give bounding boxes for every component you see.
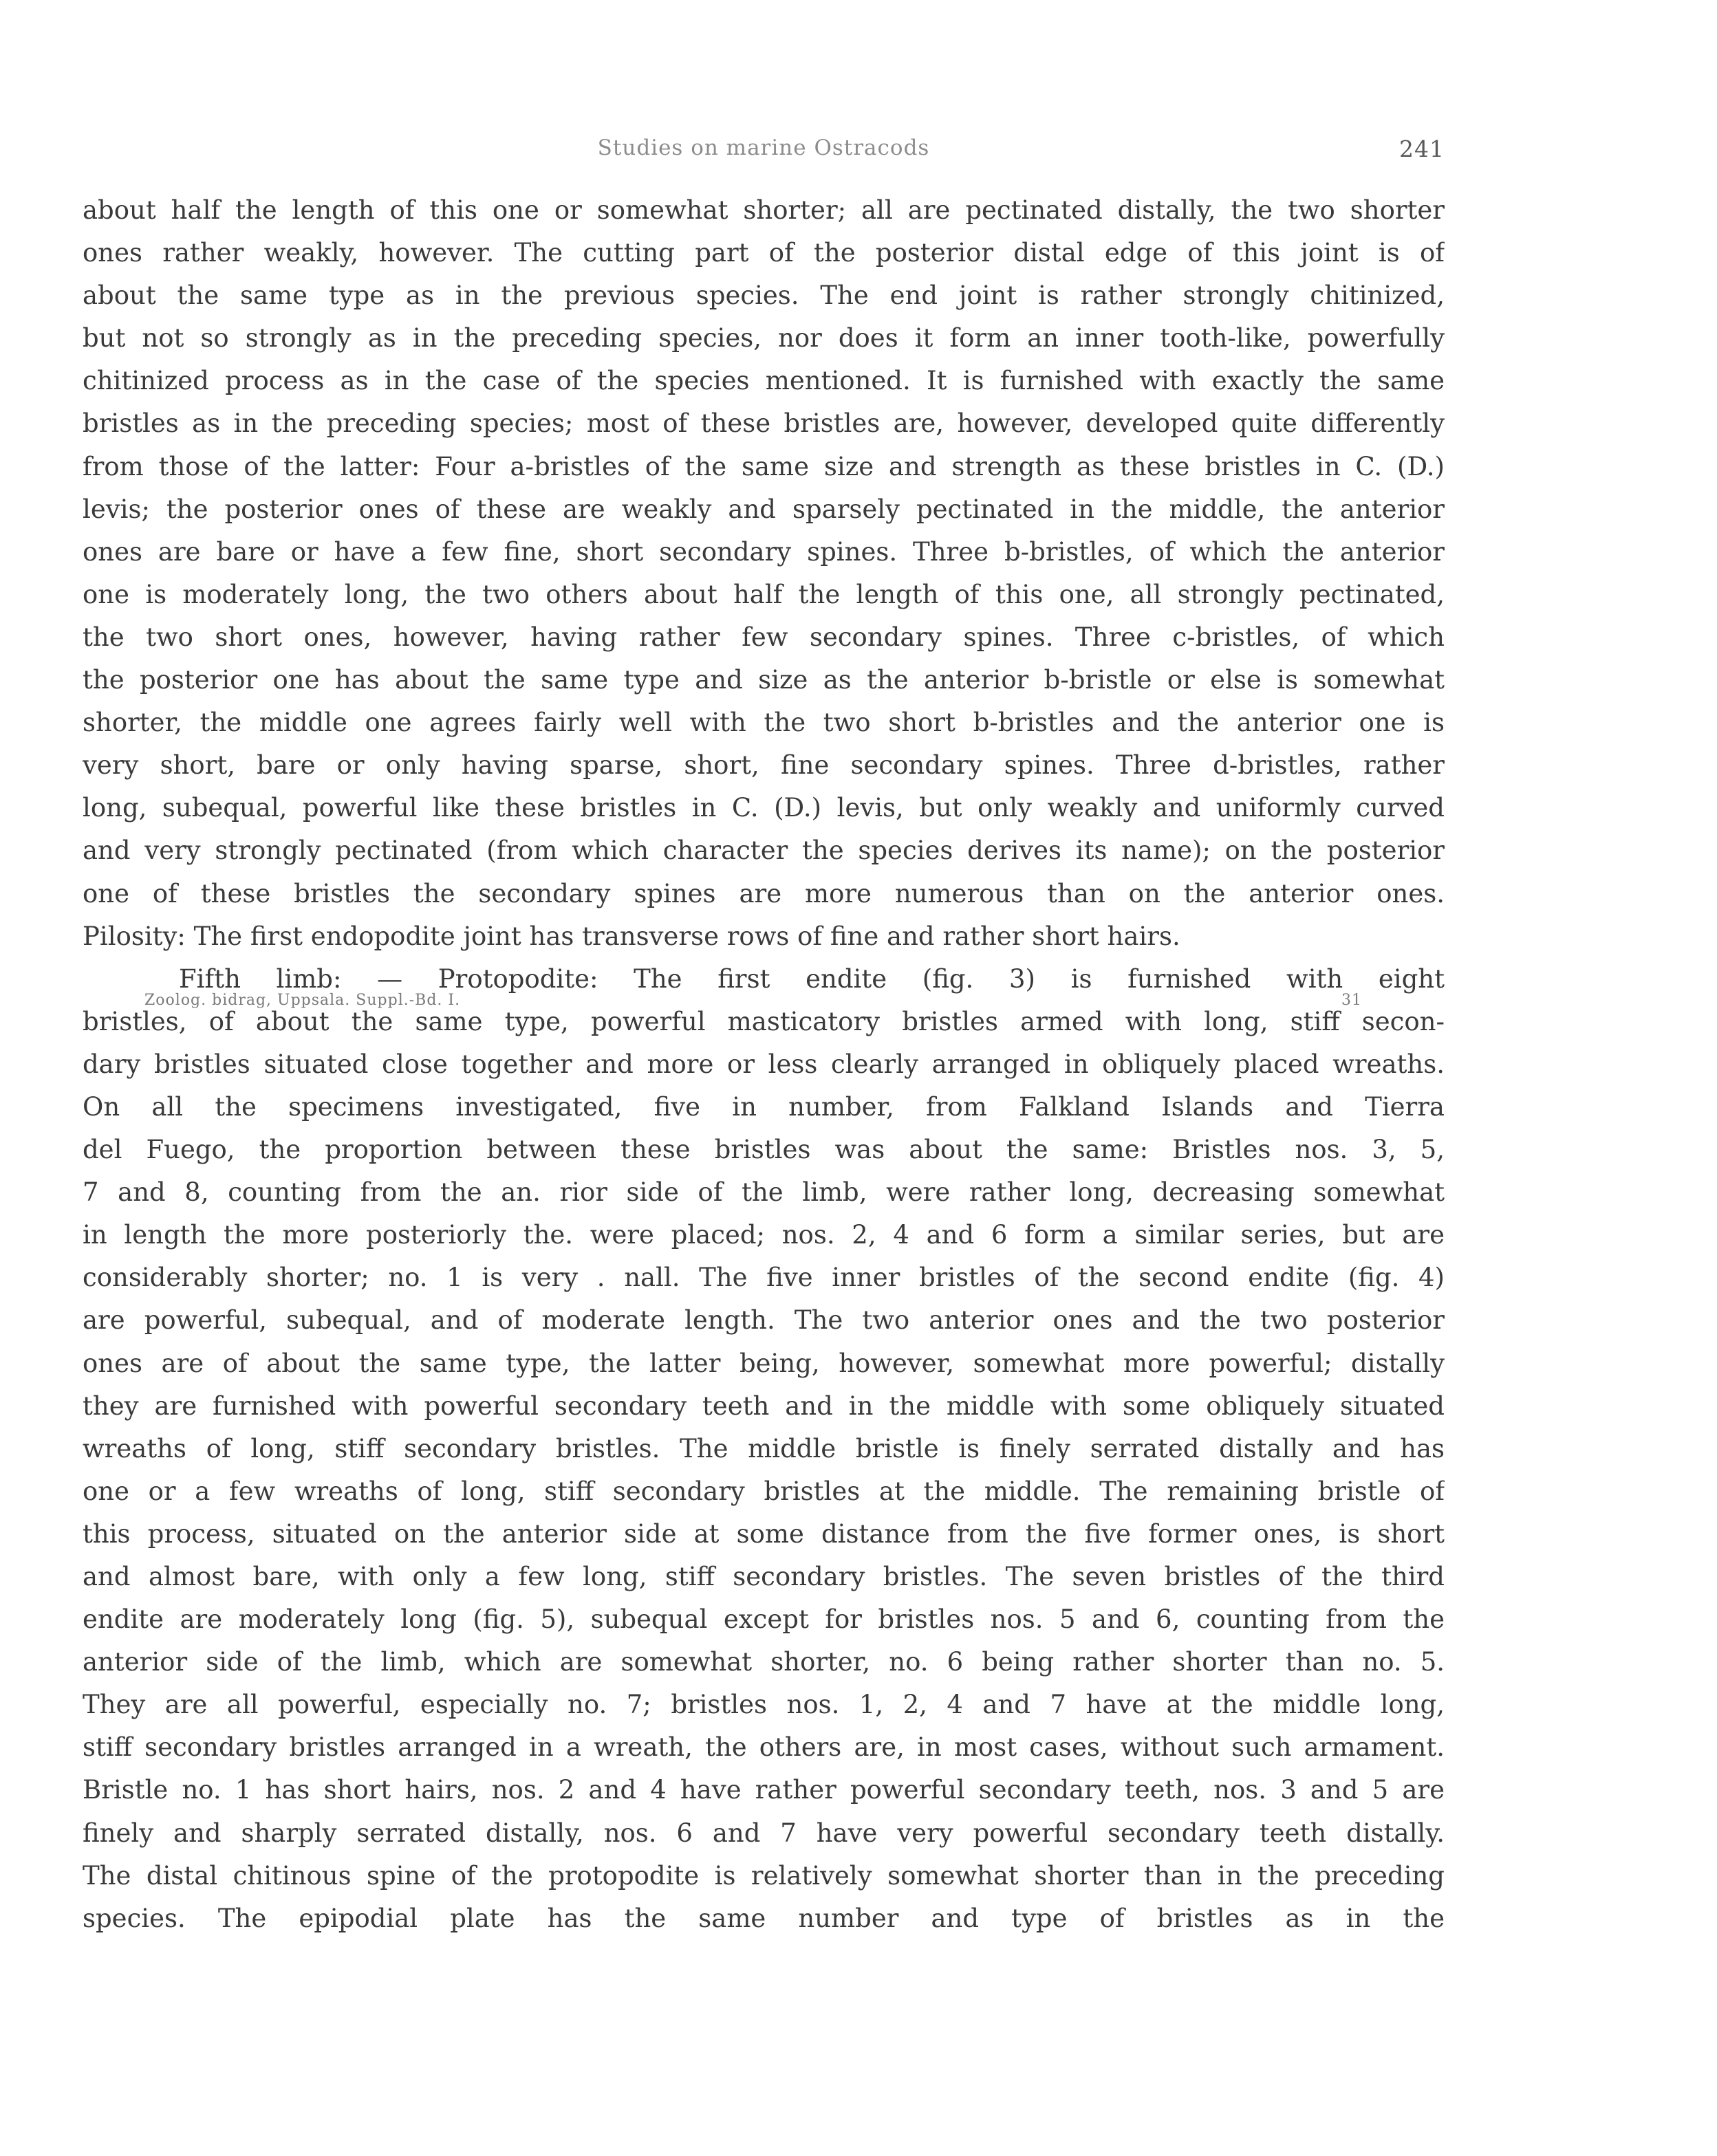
- text-line: The distal chitinous spine of the protopodite is relatively somewhat shorter than in the preceding: [83, 1860, 1445, 1891]
- text-line: very short, bare or only having sparse, short, fine secondary spines. Three d-bristles, rather: [83, 750, 1445, 781]
- text-line: dary bristles situated close together and more or less clearly arranged in obliquely placed wreaths.: [83, 1049, 1445, 1079]
- text-line: and very strongly pectinated (from which character the species derives its name); on the posterior: [83, 836, 1445, 866]
- text-line: levis; the posterior ones of these are weakly and sparsely pectinated in the middle, the anterior: [83, 494, 1445, 524]
- text-line: about half the length of this one or somewhat shorter; all are pectinated distally, the two shorter: [83, 195, 1445, 225]
- text-line: On all the specimens investigated, five in number, from Falkland Islands and Tierra: [83, 1091, 1445, 1122]
- text-line: but not so strongly as in the preceding species, nor does it form an inner tooth-like, powerfully: [83, 323, 1445, 353]
- footer-publication: Zoolog. bidrag, Uppsala. Suppl.-Bd. I.: [144, 992, 461, 1009]
- text-line: finely and sharply serrated distally, nos. 6 and 7 have very powerful secondary teeth distally.: [83, 1818, 1445, 1848]
- text-line: chitinized process as in the case of the species mentioned. It is furnished with exactly the same: [83, 366, 1445, 396]
- text-line: shorter, the middle one agrees fairly well with the two short b-bristles and the anterior one is: [83, 708, 1445, 738]
- text-line: endite are moderately long (fig. 5), subequal except for bristles nos. 5 and 6, counting from the: [83, 1604, 1445, 1635]
- text-line: in length the more posteriorly the. were placed; nos. 2, 4 and 6 form a similar series, but are: [83, 1220, 1445, 1250]
- running-title: Studies on marine Ostracods: [597, 135, 930, 160]
- text-line: bristles as in the preceding species; most of these bristles are, however, developed quite differently: [83, 409, 1445, 439]
- text-line: considerably shorter; no. 1 is very . nall. The five inner bristles of the second endite (fig. 4): [83, 1263, 1445, 1293]
- running-head: [83, 135, 1445, 170]
- text-line: del Fuego, the proportion between these bristles was about the same: Bristles nos. 3, 5,: [83, 1135, 1445, 1165]
- text-line: one or a few wreaths of long, stiff secondary bristles at the middle. The remaining bristle of: [83, 1476, 1445, 1506]
- text-line: are powerful, subequal, and of moderate length. The two anterior ones and the two posterior: [83, 1305, 1445, 1336]
- text-line: and almost bare, with only a few long, stiff secondary bristles. The seven bristles of the third: [83, 1562, 1445, 1591]
- text-line: about the same type as in the previous species. The end joint is rather strongly chitinized,: [83, 281, 1445, 311]
- text-line: Fifth limb: — Protopodite: The first endite (fig. 3) is furnished with eight: [179, 963, 1445, 994]
- footer-signature-mark: 31: [1341, 992, 1362, 1009]
- text-line: ones are of about the same type, the latter being, however, somewhat more powerful; distally: [83, 1348, 1445, 1378]
- text-line: from those of the latter: Four a-bristles of the same size and strength as these bristles in C. (D.): [83, 451, 1445, 481]
- text-line: Pilosity: The first endopodite joint has transverse rows of fine and rather short hairs.: [83, 921, 1180, 951]
- text-line: Bristle no. 1 has short hairs, nos. 2 and 4 have rather powerful secondary teeth, nos. 3 and 5 are: [83, 1775, 1445, 1805]
- text-line: They are all powerful, especially no. 7; bristles nos. 1, 2, 4 and 7 have at the middle long,: [83, 1690, 1445, 1720]
- text-line: the two short ones, however, having rather few secondary spines. Three c-bristles, of which: [83, 622, 1445, 652]
- text-line: the posterior one has about the same type and size as the anterior b-bristle or else is somewhat: [83, 665, 1445, 695]
- text-line: anterior side of the limb, which are somewhat shorter, no. 6 being rather shorter than no. 5.: [83, 1647, 1445, 1677]
- text-line: long, subequal, powerful like these bristles in C. (D.) levis, but only weakly and uniformly curved: [83, 793, 1445, 823]
- text-line: species. The epipodial plate has the same number and type of bristles as in the: [83, 1903, 1445, 1933]
- body-text: [83, 189, 1445, 1940]
- page-footer: [144, 992, 1362, 1019]
- page-number: 241: [1399, 135, 1445, 162]
- text-line: they are furnished with powerful secondary teeth and in the middle with some obliquely situated: [83, 1391, 1445, 1421]
- text-line: this process, situated on the anterior side at some distance from the five former ones, is short: [83, 1518, 1445, 1549]
- text-line: ones rather weakly, however. The cutting part of the posterior distal edge of this joint is of: [83, 238, 1445, 268]
- text-line: ones are bare or have a few fine, short secondary spines. Three b-bristles, of which the anterior: [83, 536, 1445, 567]
- text-line: wreaths of long, stiff secondary bristles. The middle bristle is finely serrated distally and has: [83, 1433, 1445, 1463]
- text-line: 7 and 8, counting from the an. rior side of the limb, were rather long, decreasing somewhat: [83, 1177, 1445, 1208]
- text-line: one of these bristles the secondary spines are more numerous than on the anterior ones.: [83, 878, 1445, 908]
- text-line: stiff secondary bristles arranged in a wreath, the others are, in most cases, without such armament.: [83, 1732, 1445, 1763]
- text-line: bristles, of about the same type, powerful masticatory bristles armed with long, stiff secon-: [83, 1006, 1445, 1036]
- text-line: one is moderately long, the two others about half the length of this one, all strongly pectinated,: [83, 579, 1445, 609]
